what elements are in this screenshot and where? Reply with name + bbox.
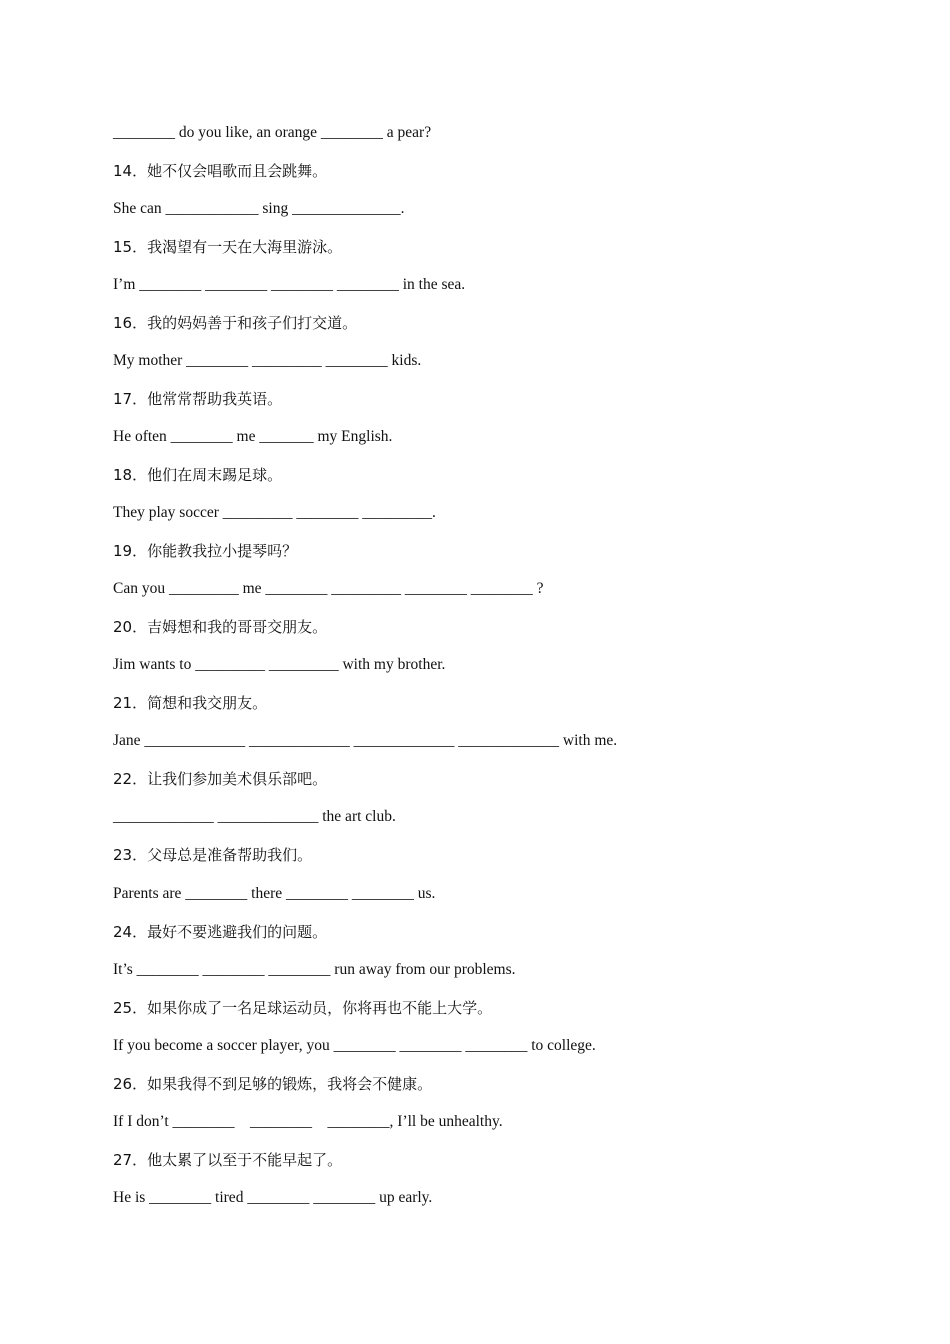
- question-19-english: Can you _________ me ________ _________ ________ ________ ?: [113, 580, 544, 597]
- question-15-english: I’m ________ ________ ________ ________ in the sea.: [113, 276, 466, 293]
- question-26-chinese: 26．如果我得不到足够的锻炼，我将会不健康。: [113, 1075, 433, 1093]
- question-17-chinese: 17．他常常帮助我英语。: [113, 390, 283, 408]
- question-21-chinese: 21．简想和我交朋友。: [113, 694, 268, 712]
- question-14-chinese: 14．她不仅会唱歌而且会跳舞。: [113, 162, 328, 180]
- question-20-english: Jim wants to _________ _________ with my brother.: [113, 656, 446, 673]
- question-22-chinese: 22．让我们参加美术俱乐部吧。: [113, 770, 328, 788]
- question-24-chinese: 24．最好不要逃避我们的问题。: [113, 923, 328, 941]
- question-13-english: ________ do you like, an orange ________ a pear?: [113, 124, 432, 141]
- question-26-english: If I don’t ________ ________ ________, I’ll be unhealthy.: [113, 1113, 503, 1130]
- question-16-chinese: 16．我的妈妈善于和孩子们打交道。: [113, 314, 358, 332]
- question-24-english: It’s ________ ________ ________ run away from our problems.: [113, 961, 516, 978]
- question-27-chinese: 27．他太累了以至于不能早起了。: [113, 1151, 343, 1169]
- question-14-english: She can ____________ sing ______________.: [113, 200, 405, 217]
- question-23-english: Parents are ________ there ________ ________ us.: [113, 885, 436, 902]
- question-18-english: They play soccer _________ ________ _________.: [113, 504, 436, 521]
- question-18-chinese: 18．他们在周末踢足球。: [113, 466, 283, 484]
- question-15-chinese: 15．我渴望有一天在大海里游泳。: [113, 238, 343, 256]
- question-25-chinese: 25．如果你成了一名足球运动员，你将再也不能上大学。: [113, 999, 493, 1017]
- question-16-english: My mother ________ _________ ________ kids.: [113, 352, 422, 369]
- question-23-chinese: 23．父母总是准备帮助我们。: [113, 846, 313, 864]
- question-22-english: _____________ _____________ the art club.: [113, 808, 396, 825]
- question-21-english: Jane _____________ _____________ _____________ _____________ with me.: [113, 732, 618, 749]
- question-17-english: He often ________ me _______ my English.: [113, 428, 393, 445]
- question-20-chinese: 20．吉姆想和我的哥哥交朋友。: [113, 618, 328, 636]
- question-27-english: He is ________ tired ________ ________ up early.: [113, 1189, 433, 1206]
- question-19-chinese: 19．你能教我拉小提琴吗？: [113, 542, 298, 560]
- question-25-english: If you become a soccer player, you ________ ________ ________ to college.: [113, 1037, 596, 1054]
